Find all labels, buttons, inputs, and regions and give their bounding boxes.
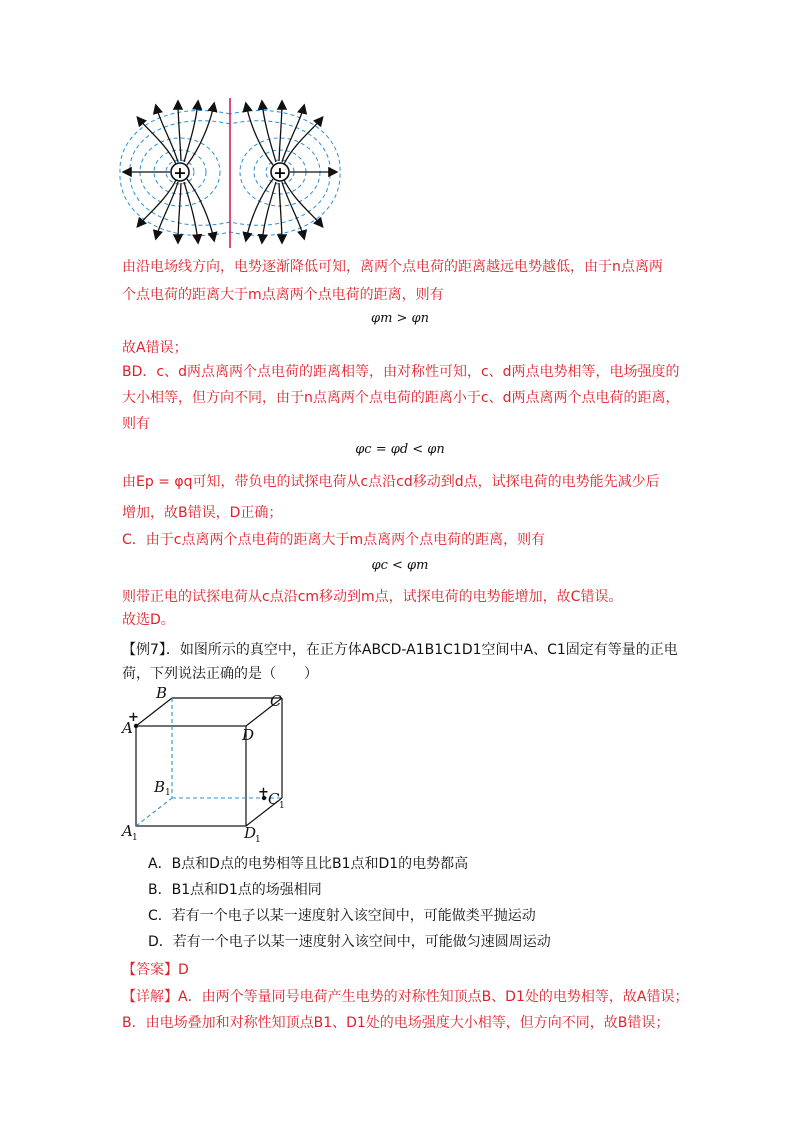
charge-right: [271, 163, 289, 182]
answer: 【答案】D: [122, 962, 189, 978]
solution-line-3: 故A错误；: [122, 340, 188, 356]
vertex-C1: C: [268, 790, 280, 808]
option-D: D．若有一个电子以某一速度射入该空间中，可能做匀速圆周运动: [148, 934, 551, 950]
charge-left: [171, 163, 189, 182]
solution-line-11: 故选D。: [122, 612, 175, 628]
vertex-A1: A: [122, 822, 133, 840]
option-A: A．B点和D点的电势相等且比B1点和D1的电势都高: [148, 856, 469, 872]
subscript-C1: 1: [279, 801, 285, 811]
vertex-B: B: [156, 684, 168, 702]
option-B: B．B1点和D1点的场强相同: [148, 882, 322, 898]
subscript-B1: 1: [165, 788, 171, 798]
detail-line-1: 【详解】A．由两个等量同号电荷产生电势的对称性知顶点B、D1处的电势相等，故A错误；: [122, 989, 689, 1005]
vertex-B1: B: [154, 778, 166, 796]
solution-line-1: 由沿电场线方向，电势逐渐降低可知，离两个点电荷的距离越远电势越低，由于n点离两: [122, 259, 663, 275]
option-C: C．若有一个电子以某一速度射入该空间中，可能做类平抛运动: [148, 908, 536, 924]
equation-2: φc = φd < φn: [355, 442, 445, 457]
subscript-D1: 1: [255, 835, 261, 845]
charge-at-C1: +: [258, 785, 269, 800]
svg-text:+: +: [173, 163, 187, 182]
svg-text:+: +: [273, 163, 287, 182]
vertex-D1: D: [244, 824, 257, 842]
solution-line-6: 则有: [122, 416, 150, 432]
solution-line-8: 增加，故B错误，D正确；: [122, 505, 283, 521]
solution-line-7: 由Ep = φq可知，带负电的试探电荷从c点沿cd移动到d点，试探电荷的电势能先减少后: [122, 474, 660, 490]
field-lines-diagram: [118, 94, 348, 252]
equation-3: φc < φm: [371, 558, 429, 573]
solution-line-4: BD．c、d两点离两个点电荷的距离相等，由对称性可知，c、d两点电势相等，电场强度的: [122, 364, 680, 380]
solution-line-10: 则带正电的试探电荷从c点沿cm移动到m点，试探电荷的电势能增加，故C错误。: [122, 589, 623, 605]
example7-stem-1: 【例7】．如图所示的真空中，在正方体ABCD-A1B1C1D1空间中A、C1固定有等量的正电: [122, 642, 678, 658]
solution-line-2: 个点电荷的距离大于m点离两个点电荷的距离，则有: [122, 287, 444, 303]
equation-1: φm > φn: [370, 311, 430, 326]
hidden-edges: [136, 698, 282, 826]
solution-line-9: C．由于c点离两个点电荷的距离大于m点离两个点电荷的距离，则有: [122, 532, 546, 548]
charge-at-A: +: [128, 710, 139, 725]
subscript-A1: 1: [132, 833, 138, 843]
solution-line-5: 大小相等，但方向不同，由于n点离两个点电荷的距离小于c、d两点离两个点电荷的距离，: [122, 390, 680, 406]
cube-diagram: [118, 684, 298, 854]
vertex-C: C: [270, 692, 282, 710]
vertex-D: D: [242, 726, 255, 744]
vertex-A: A: [122, 719, 133, 737]
example7-stem-2: 荷，下列说法正确的是（ ）: [122, 666, 318, 682]
detail-line-2: B．由电场叠加和对称性知顶点B1、D1处的电场强度大小相等，但方向不同，故B错误；: [122, 1015, 670, 1031]
